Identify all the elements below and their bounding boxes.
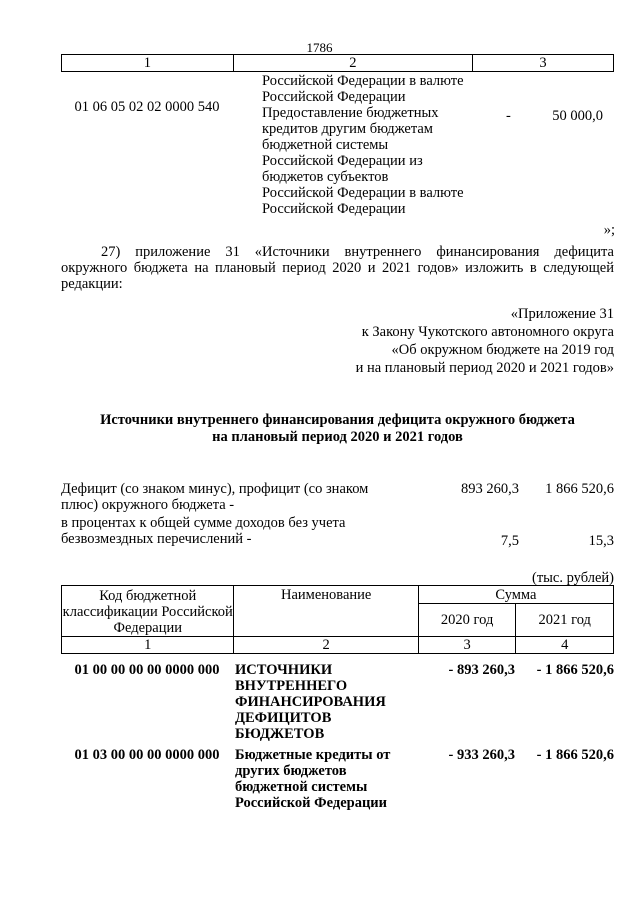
appendix-line: «Об окружном бюджете на 2019 год xyxy=(391,342,614,358)
cont-name-line: Предоставление бюджетных xyxy=(262,105,439,121)
document-title xyxy=(61,412,614,446)
header-2021: 2021 год xyxy=(516,604,614,637)
title-line: на плановый период 2020 и 2021 годов xyxy=(212,429,463,445)
appendix-line: к Закону Чукотского автономного округа xyxy=(361,324,614,340)
appendix-line: и на плановый период 2020 и 2021 годов» xyxy=(355,360,614,376)
row-2021: - 1 866 520,6 xyxy=(536,662,614,678)
cont-name-line: Российской Федерации в валюте xyxy=(262,185,464,201)
page-number: 1786 xyxy=(306,40,333,55)
col-num-1: 1 xyxy=(62,637,234,654)
deficit-2021: 1 866 520,6 xyxy=(545,481,614,497)
paragraph-27: 27) приложение 31 «Источники внутреннего финансирования дефицита окружного бюджета на плановый период 2020 и 2021 годов» изложить в следующей редакции: xyxy=(61,244,614,292)
table-row xyxy=(61,747,614,815)
cont-name-line: бюджетов субъектов xyxy=(262,169,389,185)
percent-label: в процентах к общей сумме доходов без учета безвозмездных перечислений - xyxy=(61,515,346,547)
deficit-label: Дефицит (со знаком минус), профицит (со знаком плюс) окружного бюджета - xyxy=(61,481,369,513)
header-name: Наименование xyxy=(234,586,418,637)
cont-row-value: 50 000,0 xyxy=(552,108,603,124)
sources-table xyxy=(61,585,614,654)
title-line: Источники внутреннего финансирования дефицита окружного бюджета xyxy=(100,412,575,428)
cont-name-line: Российской Федерации в валюте xyxy=(262,73,464,89)
header-sum: Сумма xyxy=(418,586,613,604)
cont-row-dash: - xyxy=(506,108,511,124)
col-header-2: 2 xyxy=(233,55,472,72)
deficit-row xyxy=(61,481,614,515)
percent-row xyxy=(61,515,614,549)
table-row xyxy=(61,662,614,742)
cont-row-code: 01 06 05 02 02 0000 540 xyxy=(74,99,220,115)
row-name: ИСТОЧНИКИ ВНУТРЕННЕГО ФИНАНСИРОВАНИЯ ДЕФИЦИТОВ БЮДЖЕТОВ xyxy=(235,662,386,742)
closing-quote: »; xyxy=(603,222,615,238)
row-name: Бюджетные кредиты от других бюджетов бюджетной системы Российской Федерации xyxy=(235,747,391,811)
cont-name-line: Российской Федерации из xyxy=(262,153,423,169)
appendix-line: «Приложение 31 xyxy=(510,306,614,322)
header-code: Код бюджетной классификации Российской Федерации xyxy=(62,587,233,636)
row-2021: - 1 866 520,6 xyxy=(536,747,614,763)
col-header-3: 3 xyxy=(472,55,613,72)
row-2020: - 933 260,3 xyxy=(448,747,515,763)
row-2020: - 893 260,3 xyxy=(448,662,515,678)
cont-name-line: кредитов другим бюджетам xyxy=(262,121,433,137)
appendix-header xyxy=(356,305,614,377)
deficit-2020: 893 260,3 xyxy=(461,481,519,497)
col-num-3: 3 xyxy=(418,637,516,654)
units-label: (тыс. рублей) xyxy=(532,570,614,586)
continuation-table xyxy=(61,54,614,72)
cont-name-line: Российской Федерации xyxy=(262,89,406,105)
row-code: 01 00 00 00 00 0000 000 xyxy=(74,662,220,678)
row-code: 01 03 00 00 00 0000 000 xyxy=(74,747,220,763)
cont-name-line: Российской Федерации xyxy=(262,201,406,217)
col-num-4: 4 xyxy=(516,637,614,654)
col-header-1: 1 xyxy=(62,55,234,72)
cont-row-name xyxy=(262,73,502,217)
percent-2020: 7,5 xyxy=(500,533,519,549)
percent-2021: 15,3 xyxy=(588,533,614,549)
cont-name-line: бюджетной системы xyxy=(262,137,389,153)
col-num-2: 2 xyxy=(234,637,418,654)
header-2020: 2020 год xyxy=(418,604,516,637)
